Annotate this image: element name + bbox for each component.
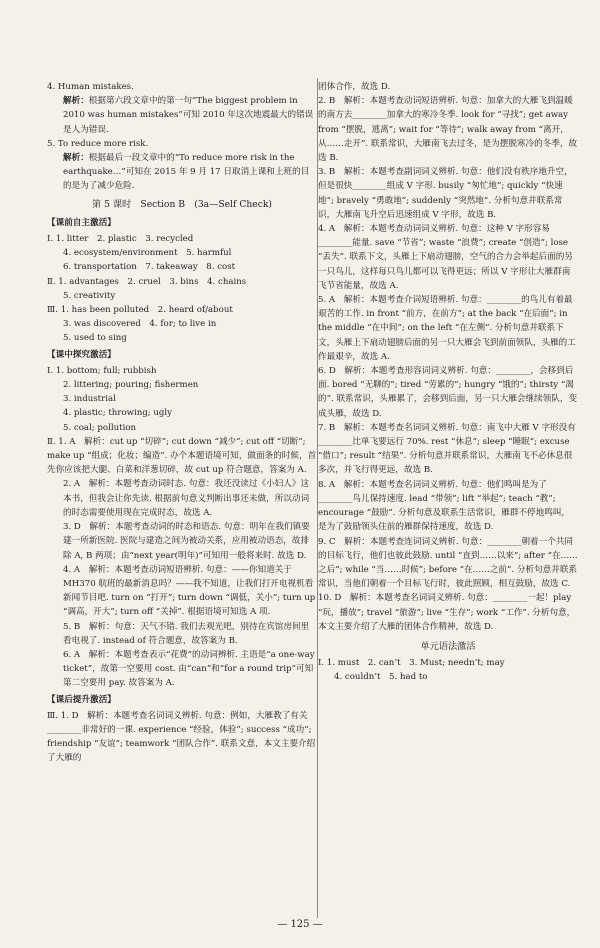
answer-line: 4. couldn’t 5. had to (334, 672, 428, 683)
page-number: — 125 — (277, 919, 323, 930)
explanation: 3. D 解析：本题考查动词的时态和语态. 句意：明年在我们镇要建一所新医院. 医院与建造之间为被动关系，应用被动语态，故排除 A, B 两项；由“next year(明年)”可知用一般将来时. 故选 D. (63, 522, 310, 561)
answer-line: 5. used to sing (63, 333, 127, 344)
analysis-label: 解析： (63, 96, 89, 107)
q5-analysis-text: 根据最后一段文章中的“To reduce more risk in the earthquake…”可知在 2015 年 9 月 17 日取消上课和上班的目的是为了减少危险. (63, 153, 310, 192)
answer-line: 4. plastic; throwing; ugly (63, 408, 173, 419)
answer-line: Ⅱ. 1. advantages 2. cruel 3. bins 4. chains (47, 276, 247, 287)
explanation: 6. D 解析：本题考查形容词词义辨析. 句意：________，会移到后面. bored “无聊的”; tired “劳累的”; hungry “饿的”; thirsty “渴的”. 联系常识，头雁累了，会移到后面，另一只大雁会继续领队，变成头雁，故选 D. (318, 366, 578, 419)
q5-analysis (47, 151, 317, 194)
explanation: Ⅲ. 1. D 解析：本题考查名词词义辨析. 句意：例如，大雁教了有关________非常好的一课. experience “经验，体验”; success “成功”; friendship “友谊”; teamwork “团队合作”. 联系文意，本文主要介绍了大雁的 (47, 710, 316, 764)
answer-line: 5. creativity (63, 290, 116, 301)
explanation: 10. D 解析：本题考查名词词义辨析. 句意：________一起！play “玩，播放”; travel “旅游”; live “生存”; work “工作”. 分析句意，本文主要介绍了大雁的团体合作精神，故选 D. (318, 593, 576, 632)
continuation: 团体合作，故选 D. (318, 82, 391, 92)
explanation: 2. A 解析：本题考查动词时态. 句意：我还没读过《小妇人》这本书，但我会让你先读. 根据前句意义判断出事还未做，所以动词的时态需要使用现在完成时态，故选 A. (63, 479, 310, 518)
explanation: 7. B 解析：本题考查名词词义辨析. 句意：南飞中大雁 V 字形没有________比单飞要远行 70%. rest “休息”; sleep “睡眠”; excuse “借口”; result “结果”. 分析句意并联系常识，大雁南飞不必休息很多次，并飞行得更远，故选 B. (318, 422, 576, 476)
explanation: Ⅱ. 1. A 解析：cut up “切碎”; cut down “减少”; cut off “切断”; make up “组成；化妆；编造”. 办个本题语境可知，做面条的时候，首先你应该把大腿、白菜和洋葱切碎，故 cut up 符合题意，答案为 A. (47, 436, 317, 476)
explanation: 5. A 解析：本题考查介词短语辨析. 句意：________的鸟儿有着最艰苦的工作. in front “前方，在前方”; at the back “在后面”; in the middle “在中间”; on the left “在左侧”. 分析句意并联系下文，头雁上下扇动翅膀后面的另一只大雁会飞到前面领队，头雁的工作最艰辛，故选 A. (318, 295, 576, 362)
q4-analysis-text: 根据第六段文章中的第一句“The biggest problem in 2010 was human mistakes”可知 2010 年这次地震最大的错误是人为错误. (63, 96, 314, 135)
explanation: 3. B 解析：本题考查副词词义辨析. 句意：他们没有秩序地升空，但是很快________组成 V 字形. busily “匆忙地”; quickly “快速地”; bravely “勇敢地”; suddenly “突然地”. 分析句意并联系常识，大雁南飞升空后迅速组成 V 字形，故选 B. (318, 167, 573, 220)
answer-line: 6. transportation 7. takeaway 8. cost (63, 262, 236, 273)
explanation: 5. B 解析：句意：天气不错. 我们去观光吧，别待在宾馆房间里看电视了. instead of 符合题意，故答案为 B. (63, 621, 310, 646)
analysis-label: 解析： (63, 153, 89, 164)
answer-line: 3. industrial (63, 394, 116, 405)
unit-title: 单元语法激活 (420, 640, 476, 652)
section-heading: 【课后提升激活】 (47, 694, 116, 705)
explanation: 2. B 解析：本题考查动词短语辨析. 句意：加拿大的大雁飞到温暖的南方去________加拿大的寒冷冬季. look for “寻找”; get away from “摆脱，逃离”; wait for “等待”; walk away from “离开，从……走开”. 联系常识，大雁南飞去过冬，是为摆脱寒冷的冬季，故选 B. (318, 96, 578, 164)
answer-line: Ⅰ. 1. must 2. can’t 3. Must; needn’t; may (318, 658, 505, 669)
left-column (47, 80, 317, 766)
answer-line: 3. was discovered 4. for; to live in (63, 319, 217, 330)
answer-line: 5. coal; pollution (63, 422, 137, 433)
q4-analysis (47, 94, 317, 137)
answer-line: Ⅲ. 1. has been polluted 2. heard of/about (47, 305, 233, 316)
right-column (318, 80, 578, 685)
explanation: 4. A 解析：本题考查动词词义辨析. 句意：这种 V 字形容易________能量. save “节省”; waste “浪费”; create “创造”; lose “丢失”. 联系下文，头雁上下扇动翅膀，空气的合力会举起后面的另一只鸟儿，这样每只鸟儿都可以飞得更远；所以 V 字形让大雁群南飞节省能量，故选 A. (318, 224, 573, 291)
answer-line: Ⅰ. 1. bottom; full; rubbish (47, 365, 157, 376)
explanation: 4. A 解析：本题考查动词短语辨析. 句意：——你知道关于 MH370 航班的最新消息吗？——我不知道，让我们打开电视机看新闻节目吧. turn on “打开”; turn down “调低，关小”; turn up “调高，开大”; turn off “关掉”. 根据语境可知选 A 项. (63, 564, 316, 618)
section-heading: 【课前自主激活】 (47, 217, 116, 228)
q5: 5. To reduce more risk. (47, 138, 149, 149)
lesson-title: 第 5 课时 Section B (3a—Self Check) (91, 198, 273, 210)
explanation: 6. A 解析：本题考查表示“花费”的动词辨析. 主语是“a one-way ticket”，故第一空要用 cost. 由“can”和“for a round trip”可知第二空要用 pay. 故答案为 A. (63, 649, 315, 689)
section-heading: 【课中探究激活】 (47, 349, 116, 360)
answer-line: 2. littering; pouring; fishermen (63, 380, 199, 391)
q4: 4. Human mistakes. (47, 82, 134, 92)
explanation: 8. A 解析：本题考查名词词义辨析. 句意：他们鸣叫是为了________鸟儿保持速度. lead “带领”; lift “举起”; teach “教”; encourage “鼓励”. 分析句意及联系生活常识，雁群不停地鸣叫，是为了鼓励领头住前的雁群保持速度，故选 D. (318, 479, 571, 533)
answer-line: 4. ecosystem/environment 5. harmful (63, 248, 232, 259)
explanation: 9. C 解析：本题考查连词词义辨析. 句意：________朝着一个共同的目标飞行，他们也彼此鼓励. until “直到……以来”; after “在……之后”; while “当……时候”; before “在……之前”. 分析句意并联系常识，当他们朝着一个目标飞行时，彼此照顾，相互鼓励，故选 C. (318, 536, 578, 590)
answer-line: Ⅰ. 1. litter 2. plastic 3. recycled (47, 234, 194, 245)
